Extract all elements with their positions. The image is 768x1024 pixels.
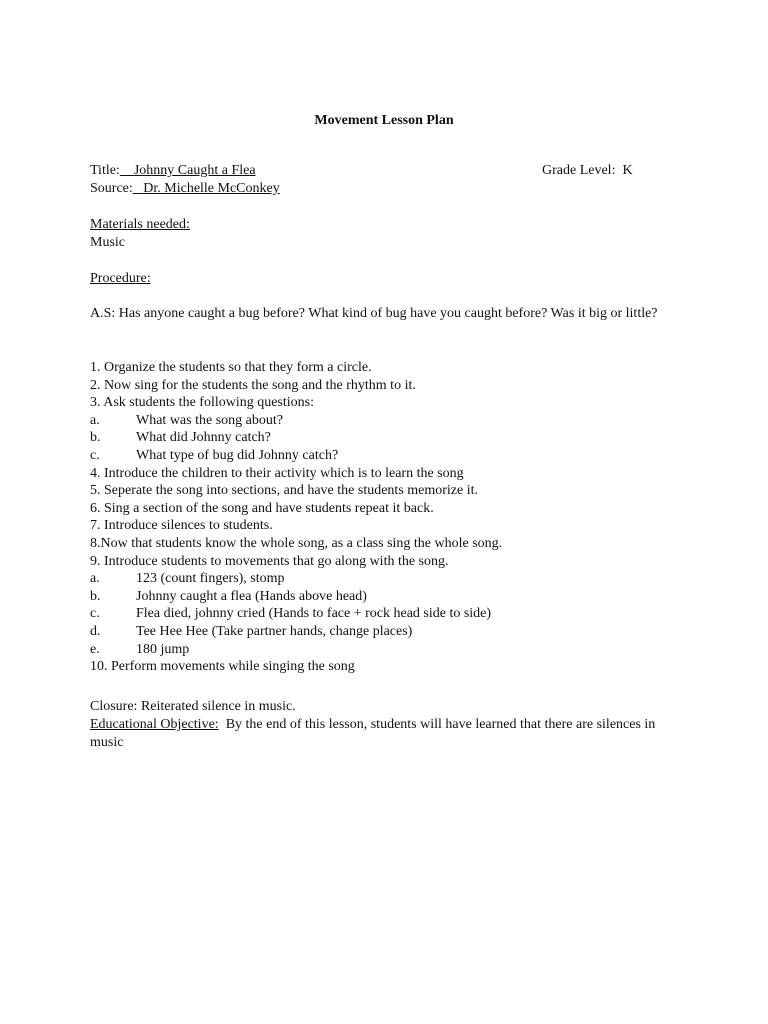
sub-item-letter: c. <box>90 447 100 463</box>
sub-item <box>90 641 502 659</box>
procedure-step: 10. Perform movements while singing the song <box>90 659 355 675</box>
sub-item <box>90 447 502 465</box>
procedure-steps-list <box>90 359 502 676</box>
source-label: Source: <box>90 181 133 196</box>
sub-item-text: 180 jump <box>136 641 190 657</box>
procedure-step: 4. Introduce the children to their activity which is to learn the song <box>90 465 464 481</box>
sub-item-letter: b. <box>90 588 101 604</box>
sub-item-text: Johnny caught a flea (Hands above head) <box>136 588 367 604</box>
sub-item-text: What type of bug did Johnny catch? <box>136 447 339 463</box>
title-value-underlined <box>120 163 256 178</box>
source-value: Dr. Michelle McConkey <box>143 181 280 196</box>
sub-item-letter: a. <box>90 571 100 587</box>
sub-item-letter: c. <box>90 606 100 622</box>
sub-item <box>90 588 502 606</box>
sub-item-letter: a. <box>90 412 100 428</box>
sub-item <box>90 605 502 623</box>
title-value: Johnny Caught a Flea <box>133 163 256 178</box>
sub-item <box>90 623 502 641</box>
source-line <box>90 180 280 198</box>
sub-item-text: What was the song about? <box>136 412 283 428</box>
sub-item-text: 123 (count fingers), stomp <box>136 571 285 587</box>
procedure-label: Procedure: <box>90 271 151 286</box>
grade-label: Grade Level: <box>542 163 616 178</box>
educational-objective <box>90 716 680 751</box>
objective-label: Educational Objective: <box>90 717 219 732</box>
procedure-step: 3. Ask students the following questions: <box>90 395 314 411</box>
title-line <box>90 162 256 180</box>
sub-item-letter: e. <box>90 641 100 657</box>
procedure-step: 6. Sing a section of the song and have students repeat it back. <box>90 500 434 516</box>
anticipatory-set: A.S: Has anyone caught a bug before? What kind of bug have you caught before? Was it big or little? <box>90 306 658 321</box>
source-value-underlined <box>133 181 280 196</box>
sub-item-letter: d. <box>90 623 101 639</box>
sub-item-letter: b. <box>90 430 101 446</box>
title-label: Title: <box>90 163 120 178</box>
grade-value: K <box>622 163 633 178</box>
sub-item <box>90 570 502 588</box>
procedure-step: 8.Now that students know the whole song, as a class sing the whole song. <box>90 535 503 551</box>
sub-item-text: Flea died, johnny cried (Hands to face + rock head side to side) <box>136 606 492 622</box>
procedure-step: 2. Now sing for the students the song and the rhythm to it. <box>90 377 416 393</box>
sub-item-text: Tee Hee Hee (Take partner hands, change places) <box>136 623 413 639</box>
grade-level <box>542 162 633 180</box>
procedure-step: 7. Introduce silences to students. <box>90 518 273 534</box>
procedure-step: 1. Organize the students so that they form a circle. <box>90 360 372 375</box>
procedure-step: 9. Introduce students to movements that go along with the song. <box>90 553 449 569</box>
materials-value: Music <box>90 235 125 250</box>
sub-item-text: What did Johnny catch? <box>136 430 271 446</box>
objective-text: By the end of this lesson, students will have learned that there are silences in music <box>90 717 656 750</box>
procedure-step: 5. Seperate the song into sections, and have the students memorize it. <box>90 483 479 499</box>
document-heading: Movement Lesson Plan <box>314 113 454 128</box>
sub-item <box>90 412 502 430</box>
materials-label: Materials needed: <box>90 217 190 232</box>
closure-line: Closure: Reiterated silence in music. <box>90 699 296 714</box>
sub-item <box>90 429 502 447</box>
